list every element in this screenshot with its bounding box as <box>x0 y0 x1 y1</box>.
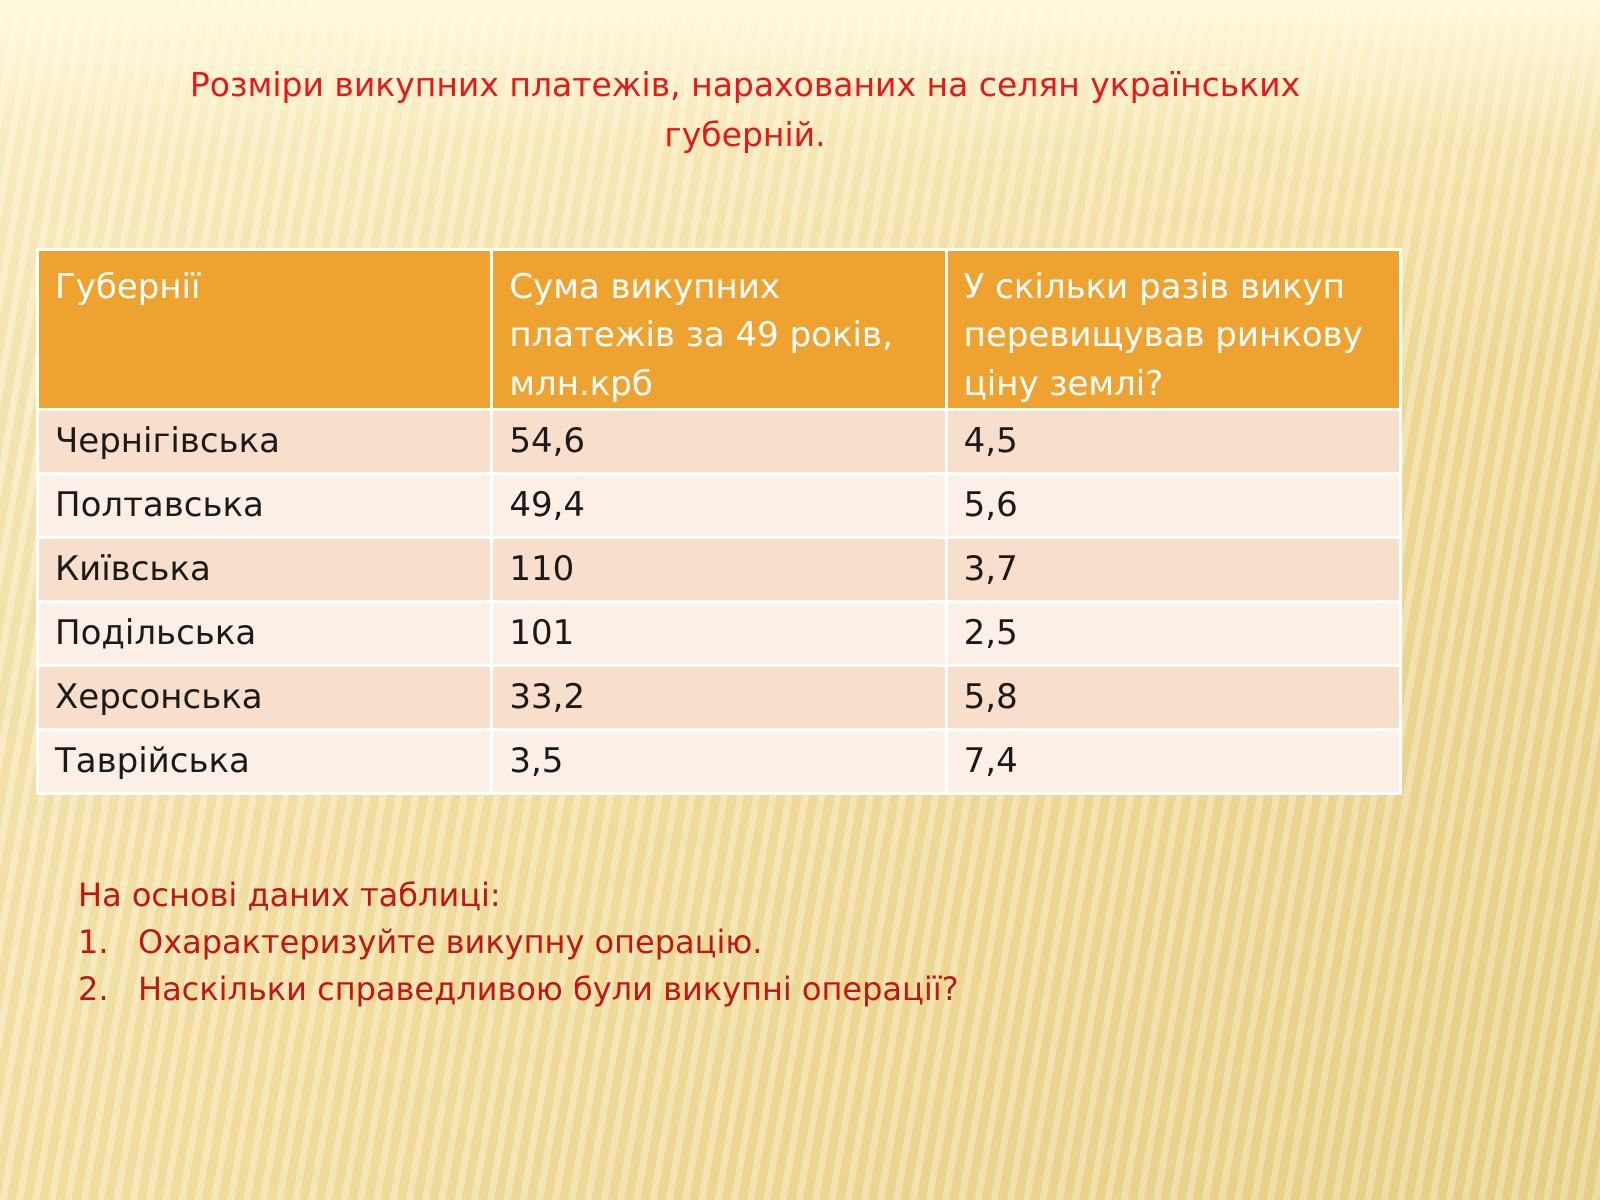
cell-province: Подільська <box>38 601 492 665</box>
table-row <box>38 601 1401 665</box>
cell-price-ratio: 7,4 <box>946 729 1400 793</box>
cell-price-ratio: 3,7 <box>946 537 1400 601</box>
cell-price-ratio: 4,5 <box>946 409 1400 473</box>
cell-payment-sum: 3,5 <box>492 729 946 793</box>
cell-province: Чернігівська <box>38 409 492 473</box>
list-item <box>78 966 959 1013</box>
table-row <box>38 537 1401 601</box>
list-item-number: 1. <box>78 923 109 961</box>
cell-payment-sum: 49,4 <box>492 473 946 537</box>
table-row <box>38 473 1401 537</box>
list-item-text: Наскільки справедливою були викупні операції? <box>138 970 959 1008</box>
tasks-block <box>78 872 959 1013</box>
table-row <box>38 409 1401 473</box>
cell-province: Київська <box>38 537 492 601</box>
data-table <box>36 248 1402 795</box>
tasks-intro: На основі даних таблиці: <box>78 876 501 914</box>
slide-title: Розміри викупних платежів, нарахованих на селян українських губерній. <box>189 65 1301 154</box>
cell-payment-sum: 101 <box>492 601 946 665</box>
list-item <box>78 919 959 966</box>
cell-payment-sum: 54,6 <box>492 409 946 473</box>
cell-province: Таврійська <box>38 729 492 793</box>
table-header-row <box>38 250 1401 410</box>
header-province: Губернії <box>38 250 492 410</box>
list-item-text: Охарактеризуйте викупну операцію. <box>138 923 763 961</box>
cell-province: Херсонська <box>38 665 492 729</box>
list-item-number: 2. <box>78 970 109 1008</box>
cell-price-ratio: 2,5 <box>946 601 1400 665</box>
tasks-list <box>78 919 959 1013</box>
cell-payment-sum: 110 <box>492 537 946 601</box>
cell-province: Полтавська <box>38 473 492 537</box>
cell-payment-sum: 33,2 <box>492 665 946 729</box>
header-payment-sum: Сума викупних платежів за 49 років, млн.крб <box>492 250 946 410</box>
table-row <box>38 665 1401 729</box>
cell-price-ratio: 5,8 <box>946 665 1400 729</box>
cell-price-ratio: 5,6 <box>946 473 1400 537</box>
header-price-ratio: У скільки разів викуп перевищував ринкову ціну землі? <box>946 250 1400 410</box>
table-row <box>38 729 1401 793</box>
